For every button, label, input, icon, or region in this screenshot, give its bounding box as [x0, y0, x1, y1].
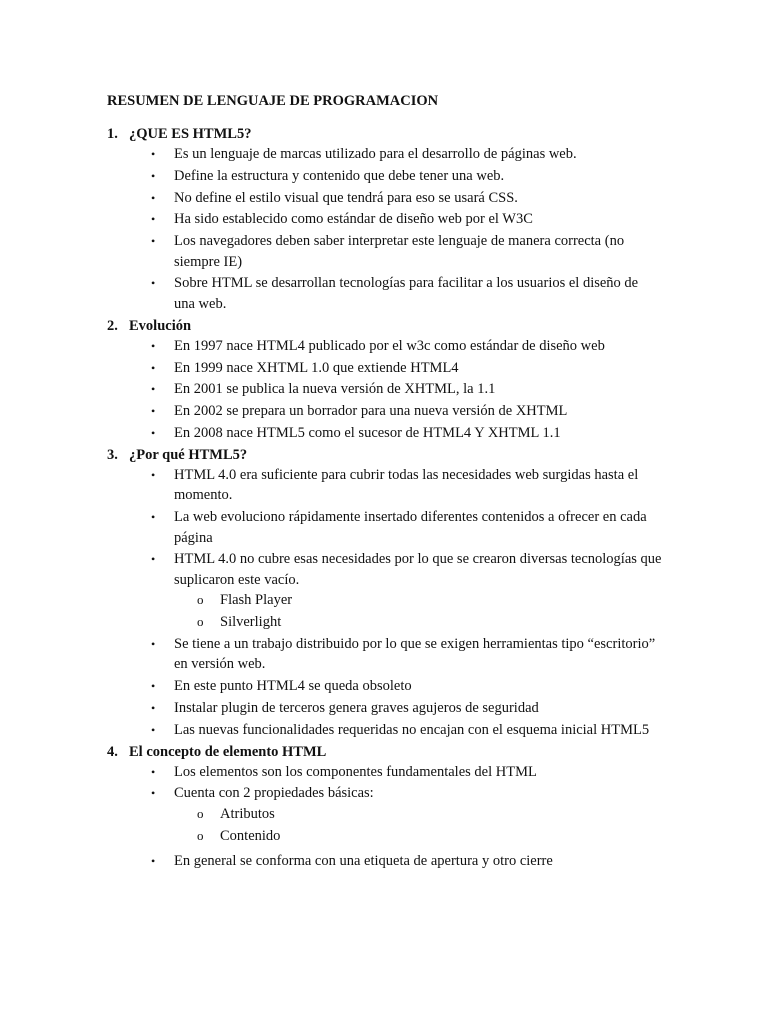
sub-bullet-list: [174, 804, 662, 846]
sub-bullet-text: Atributos: [220, 805, 275, 822]
bullet-text: Los navegadores deben saber interpretar este lenguaje de manera correcta (no siempre IE): [174, 233, 625, 270]
sub-bullet-item: [107, 612, 662, 633]
bullet-item: [107, 676, 662, 697]
sub-bullet-item: [107, 826, 662, 847]
bullet-text: En 2002 se prepara un borrador para una nueva versión de XHTML: [174, 403, 568, 420]
bullet-dot-icon: •: [151, 764, 156, 779]
bullet-text: En general se conforma con una etiqueta de apertura y otro cierre: [174, 853, 553, 870]
sub-bullet-list: [174, 590, 662, 632]
bullet-text: En 1997 nace HTML4 publicado por el w3c como estándar de diseño web: [174, 337, 605, 354]
bullet-dot-icon: •: [151, 338, 156, 353]
section-number: 3.: [107, 446, 118, 463]
bullet-list: [107, 465, 662, 741]
bullet-item: [107, 358, 662, 379]
bullet-item: [107, 423, 662, 444]
bullet-list: [107, 144, 662, 314]
section-heading: [107, 742, 662, 762]
section-item: [107, 742, 662, 872]
bullet-item: [107, 336, 662, 357]
section-item: [107, 124, 662, 314]
bullet-item: [107, 720, 662, 741]
bullet-dot-icon: •: [151, 786, 156, 801]
bullet-item: [107, 209, 662, 230]
bullet-item: [107, 507, 662, 548]
bullet-item: [107, 698, 662, 719]
bullet-text: En este punto HTML4 se queda obsoleto: [174, 678, 412, 695]
bullet-text: La web evoluciono rápidamente insertado diferentes contenidos a ofrecer en cada página: [174, 509, 647, 546]
bullet-item: [107, 166, 662, 187]
bullet-dot-icon: •: [151, 168, 156, 183]
bullet-dot-icon: •: [151, 425, 156, 440]
bullet-dot-icon: •: [151, 382, 156, 397]
bullet-text: No define el estilo visual que tendrá para eso se usará CSS.: [174, 189, 518, 206]
bullet-item: [107, 634, 662, 675]
bullet-text: Se tiene a un trabajo distribuido por lo que se exigen herramientas tipo “escritorio” en versión web.: [174, 635, 656, 673]
bullet-list: [107, 762, 662, 872]
sub-bullet-text: Silverlight: [220, 614, 282, 631]
bullet-item: [107, 851, 662, 872]
circle-bullet-icon: o: [197, 805, 204, 821]
bullet-item: [107, 401, 662, 422]
bullet-dot-icon: •: [151, 679, 156, 694]
bullet-item: [107, 188, 662, 209]
bullet-dot-icon: •: [151, 552, 156, 567]
bullet-text: En 2001 se publica la nueva versión de XHTML, la 1.1: [174, 381, 496, 398]
bullet-text: Instalar plugin de terceros genera graves agujeros de seguridad: [174, 700, 539, 717]
bullet-text: Las nuevas funcionalidades requeridas no encajan con el esquema inicial HTML5: [174, 721, 650, 738]
bullet-dot-icon: •: [151, 510, 156, 525]
section-heading: [107, 445, 662, 465]
document-title: RESUMEN DE LENGUAJE DE PROGRAMACION: [107, 93, 439, 109]
bullet-text: En 2008 nace HTML5 como el sucesor de HTML4 Y XHTML 1.1: [174, 424, 561, 441]
section-number: 2.: [107, 317, 118, 334]
bullet-dot-icon: •: [151, 212, 156, 227]
bullet-dot-icon: •: [151, 701, 156, 716]
sub-bullet-text: Contenido: [220, 827, 281, 844]
bullet-text: En 1999 nace XHTML 1.0 que extiende HTML4: [174, 359, 459, 376]
circle-bullet-icon: o: [197, 827, 204, 843]
bullet-item: [107, 144, 662, 165]
bullet-item: [107, 273, 662, 314]
section-heading-text: El concepto de elemento HTML: [129, 743, 327, 760]
circle-bullet-icon: o: [197, 592, 204, 608]
bullet-dot-icon: •: [151, 190, 156, 205]
section-item: [107, 445, 662, 741]
circle-bullet-icon: o: [197, 614, 204, 630]
section-number: 1.: [107, 126, 118, 142]
bullet-dot-icon: •: [151, 854, 156, 869]
bullet-text: Ha sido establecido como estándar de diseño web por el W3C: [174, 211, 533, 228]
section-heading: [107, 124, 662, 144]
section-list: [107, 124, 662, 873]
bullet-dot-icon: •: [151, 147, 156, 161]
bullet-item: [107, 783, 662, 846]
bullet-text: Sobre HTML se desarrollan tecnologías para facilitar a los usuarios el diseño de una web.: [174, 275, 639, 312]
bullet-item: [107, 231, 662, 272]
sub-bullet-item: [107, 590, 662, 611]
bullet-dot-icon: •: [151, 234, 156, 249]
bullet-text: HTML 4.0 no cubre esas necesidades por lo que se crearon diversas tecnologías que suplicaron este vacío.: [174, 551, 662, 588]
sub-bullet-text: Flash Player: [220, 592, 293, 609]
bullet-dot-icon: •: [151, 467, 156, 482]
bullet-dot-icon: •: [151, 360, 156, 375]
sub-bullet-item: [107, 804, 662, 825]
bullet-text: Es un lenguaje de marcas utilizado para el desarrollo de páginas web.: [174, 146, 577, 162]
bullet-item: [107, 762, 662, 783]
section-heading-text: ¿Por qué HTML5?: [129, 446, 248, 463]
bullet-item: [107, 379, 662, 400]
bullet-dot-icon: •: [151, 722, 156, 737]
bullet-text: Define la estructura y contenido que debe tener una web.: [174, 167, 505, 184]
bullet-dot-icon: •: [151, 404, 156, 419]
bullet-text: Cuenta con 2 propiedades básicas:: [174, 785, 374, 802]
section-heading-text: ¿QUE ES HTML5?: [129, 126, 252, 142]
bullet-item: [107, 465, 662, 506]
bullet-list: [107, 336, 662, 444]
bullet-text: HTML 4.0 era suficiente para cubrir todas las necesidades web surgidas hasta el momento.: [174, 466, 639, 504]
section-item: [107, 316, 662, 444]
section-heading: [107, 316, 662, 336]
bullet-text: Los elementos son los componentes fundamentales del HTML: [174, 763, 537, 780]
bullet-dot-icon: •: [151, 276, 156, 291]
section-number: 4.: [107, 743, 118, 760]
section-heading-text: Evolución: [129, 317, 192, 334]
bullet-item: [107, 549, 662, 632]
bullet-dot-icon: •: [151, 636, 156, 651]
